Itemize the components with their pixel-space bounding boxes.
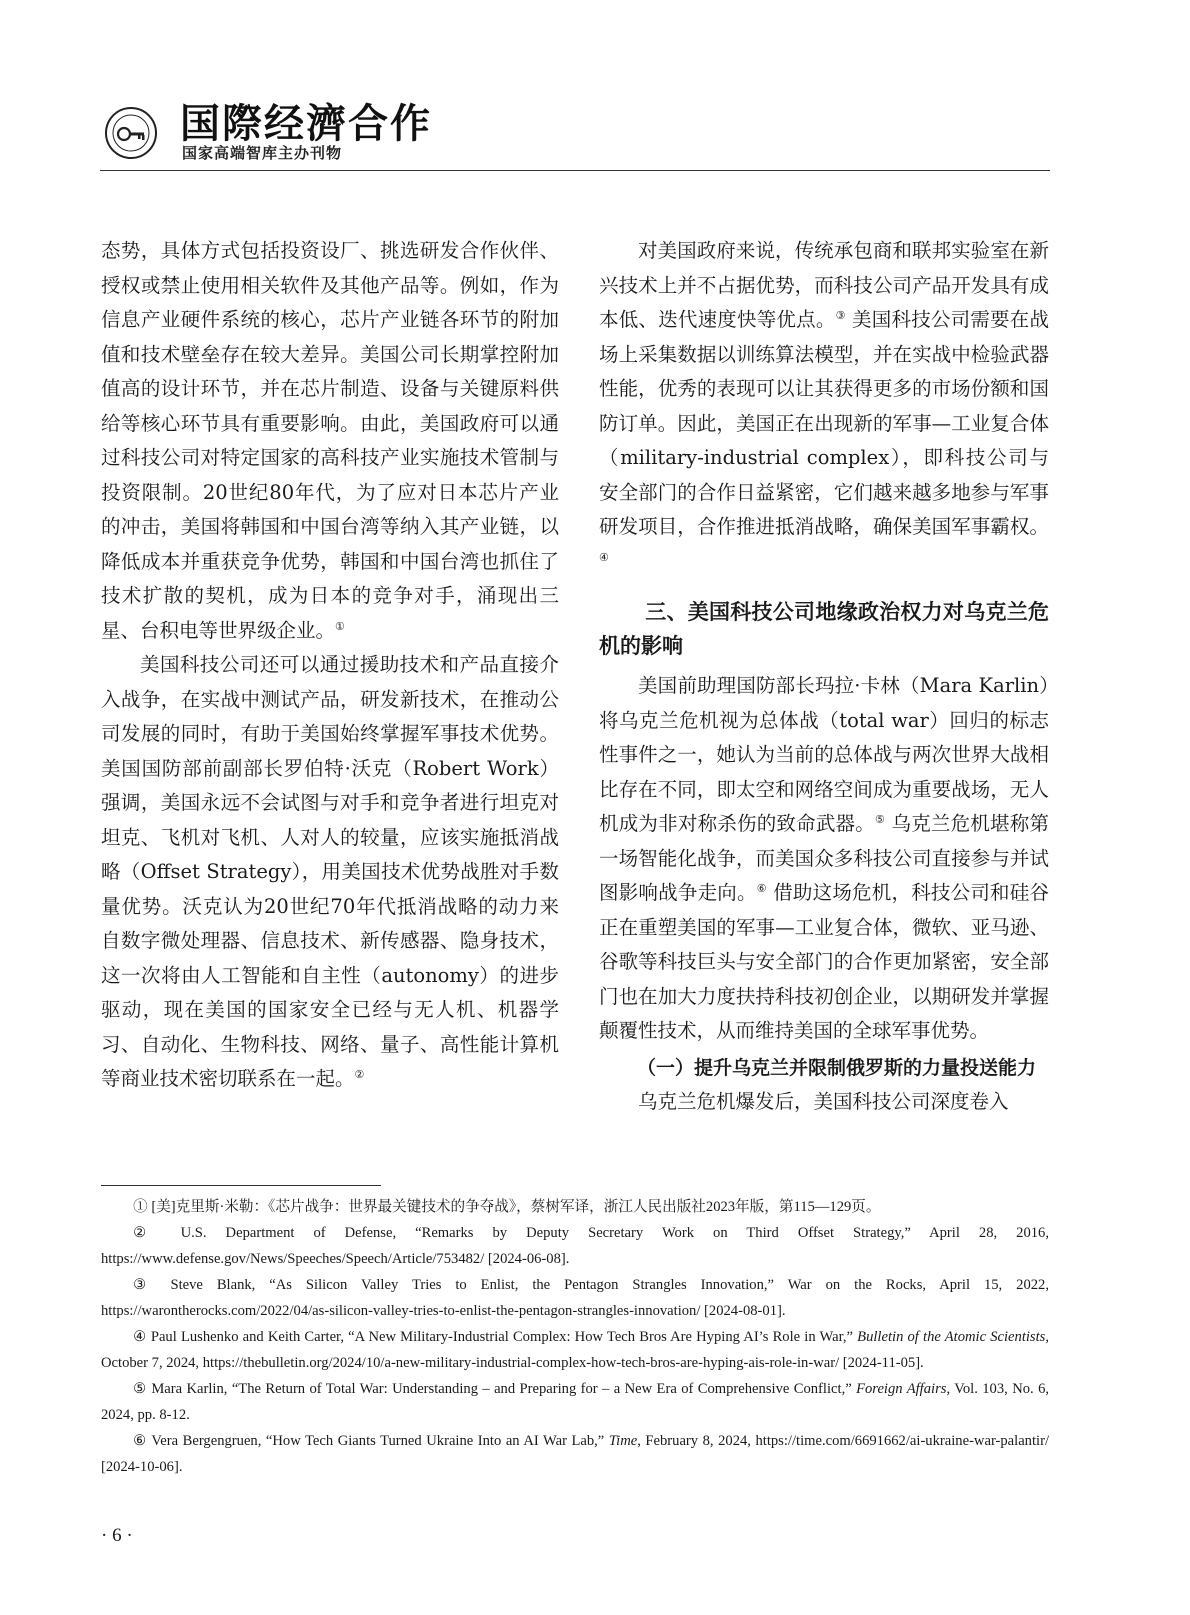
footnote-text: ⑤ Mara Karlin, “The Return of Total War: Understanding – and Preparing for – a New Era of Comprehensive Conflict,”	[133, 1381, 857, 1397]
footnote-divider	[101, 1185, 381, 1186]
footnote-text: , October 7, 2024, https://thebulletin.org/2024/10/a-new-military-industrial-complex-how-tech-bros-are-hyping-ais-role-in-war/ [2024-11-05].	[101, 1329, 1049, 1371]
footnote-journal: Time	[608, 1433, 638, 1449]
page-number: · 6 ·	[101, 1525, 133, 1546]
footnote-ref[interactable]: ②	[354, 1068, 365, 1081]
paragraph-text: 态势，具体方式包括投资设厂、挑选研发合作伙伴、授权或禁止使用相关软件及其他产品等。例如，作为信息产业硬件系统的核心，芯片产业链各环节的附加值和技术壁垒存在较大差异。美国公司长期掌控附加值高的设计环节，并在芯片制造、设备与关键原料供给等核心环节具有重要影响。由此，美国政府可以通过科技公司对特定国家的高科技产业实施技术管制与投资限制。20世纪80年代，为了应对日本芯片产业的冲击，美国将韩国和中国台湾等纳入其产业链，以降低成本并重获竞争优势，韩国和中国台湾也抓住了技术扩散的契机，成为日本的竞争对手，涌现出三星、台积电等世界级企业。	[101, 239, 559, 642]
footnote	[101, 1324, 1049, 1376]
header-divider	[100, 170, 1050, 171]
paragraph	[599, 669, 1049, 1049]
footnote-ref[interactable]: ③	[835, 309, 846, 322]
footnote: ③ Steve Blank, “As Silicon Valley Tries to Enlist, the Pentagon Strangles Innovation,” War on the Rocks, April 15, 2022, https://warontherocks.com/2022/04/as-silicon-valley-tries-to-enlist-the-pentagon-strangles-innovation/ [2024-08-01].	[101, 1277, 1049, 1319]
paragraph	[599, 234, 1049, 579]
right-column	[599, 234, 1049, 1119]
paragraph-text: 美国科技公司还可以通过援助技术和产品直接介入战争，在实战中测试产品，研发新技术，在推动公司发展的同时，有助于美国始终掌握军事技术优势。美国国防部前副部长罗伯特·沃克（Robert Work）强调，美国永远不会试图与对手和竞争者进行坦克对坦克、飞机对飞机、人对人的较量，应该实施抵消战略（Offset Strategy），用美国技术优势战胜对手数量优势。沃克认为20世纪70年代抵消战略的动力来自数字微处理器、信息技术、新传感器、隐身技术，这一次将由人工智能和自主性（autonomy）的进步驱动，现在美国的国家安全已经与无人机、机器学习、自动化、生物科技、网络、量子、高性能计算机等商业技术密切联系在一起。	[101, 653, 559, 1090]
left-column	[101, 234, 559, 1097]
footnote-ref[interactable]: ①	[335, 619, 345, 633]
journal-seal-logo	[104, 106, 158, 160]
paragraph-text: 对美国政府来说，传统承包商和联邦实验室在新兴技术上并不占据优势，而科技公司产品开发具有成本低、迭代速度快等优点。	[599, 239, 1049, 331]
journal-title: 国際经濟合作	[180, 100, 432, 147]
footnote-text: , February 8, 2024, https://time.com/6691662/ai-ukraine-war-palantir/ [2024-10-06].	[101, 1433, 1049, 1475]
footnote-ref[interactable]: ⑤	[875, 813, 886, 826]
paragraph	[599, 1085, 1049, 1120]
paragraph-text: 乌克兰危机堪称第一场智能化战争，而美国众多科技公司直接参与并试图影响战争走向。	[599, 812, 1049, 904]
paragraph-text: 乌克兰危机爆发后，美国科技公司深度卷入	[638, 1089, 1009, 1113]
footnote: ① [美]克里斯·米勒：《芯片战争：世界最关键技术的争夺战》，蔡树军译，浙江人民出版社2023年版，第115—129页。	[133, 1199, 881, 1215]
footnote-ref[interactable]: ⑥	[756, 882, 767, 895]
subsection-heading: （一）提升乌克兰并限制俄罗斯的力量投送能力	[637, 1056, 1037, 1079]
footnote-text: ⑥ Vera Bergengruen, “How Tech Giants Turned Ukraine Into an AI War Lab,”	[133, 1433, 609, 1449]
journal-subtitle: 国家高端智库主办刊物	[182, 144, 343, 162]
paragraph-text: 美国科技公司需要在战场上采集数据以训练算法模型，并在实战中检验武器性能，优秀的表现可以让其获得更多的市场份额和国防订单。因此，美国正在出现新的军事—工业复合体（military-industrial complex），即科技公司与安全部门的合作日益紧密，它们越来越多地参与军事研发项目，合作推进抵消战略，确保美国军事霸权。	[599, 308, 1049, 538]
footnote	[101, 1428, 1049, 1480]
footnote-journal: Foreign Affairs	[856, 1381, 947, 1397]
section-heading: 三、美国科技公司地缘政治权力对乌克兰危机的影响	[599, 600, 1049, 658]
paragraph-text: 美国前助理国防部长玛拉·卡林（Mara Karlin）将乌克兰危机视为总体战（total war）回归的标志性事件之一，她认为当前的总体战与两次世界大战相比存在不同，即太空和网络空间成为重要战场，无人机成为非对称杀伤的致命武器。	[599, 674, 1049, 835]
footnote: ② U.S. Department of Defense, “Remarks by Deputy Secretary Work on Third Offset Strategy,” April 28, 2016, https://www.defense.gov/News/Speeches/Speech/Article/753482/ [2024-06-08].	[101, 1225, 1049, 1267]
footnote-journal: Bulletin of the Atomic Scientists	[857, 1329, 1046, 1345]
journal-header	[100, 92, 1050, 170]
paragraph	[101, 234, 559, 648]
paragraph	[101, 648, 559, 1097]
footnote	[101, 1376, 1049, 1428]
footnote-text: ④ Paul Lushenko and Keith Carter, “A New Military-Industrial Complex: How Tech Bros Are Hyping AI’s Role in War,”	[133, 1329, 858, 1345]
paragraph-text: 借助这场危机，科技公司和硅谷正在重塑美国的军事—工业复合体，微软、亚马逊、谷歌等科技巨头与安全部门的合作更加紧密，安全部门也在加大力度扶持科技初创企业，以期研发并掌握颠覆性技术，从而维持美国的全球军事优势。	[599, 881, 1049, 1042]
footnotes	[101, 1194, 1049, 1480]
footnote-text: , Vol. 103, No. 6, 2024, pp. 8-12.	[101, 1381, 1050, 1423]
footnote-ref[interactable]: ④	[599, 550, 609, 564]
